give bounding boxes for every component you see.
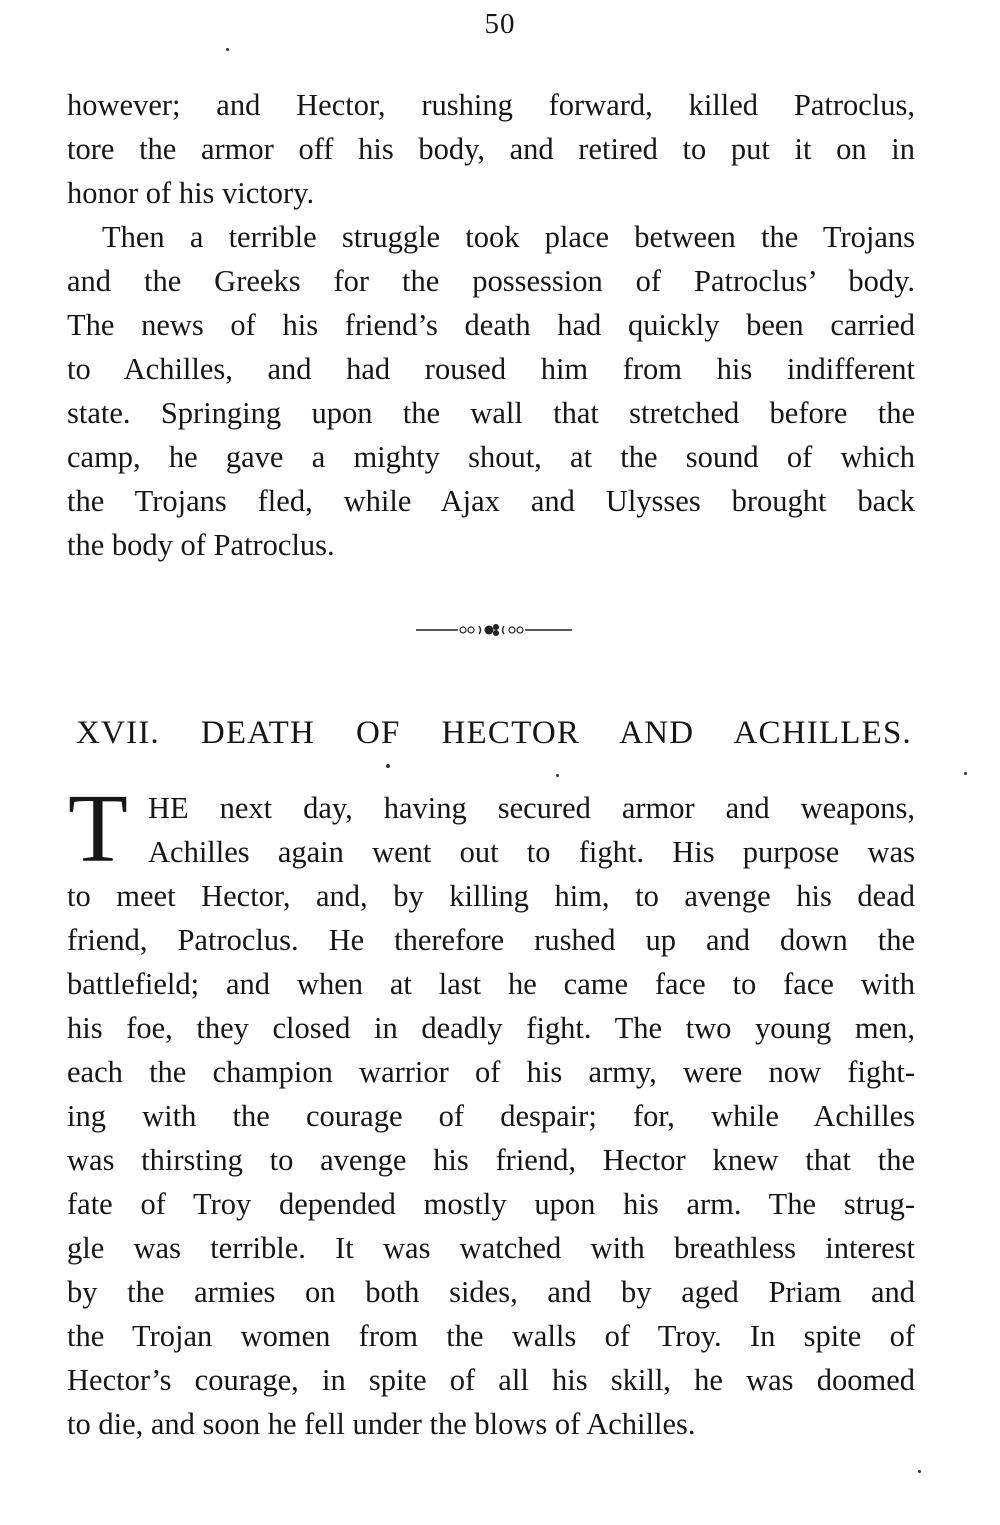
chapter-heading: XVII. DEATH OF HECTOR AND ACHILLES. <box>76 715 912 751</box>
text-line: Achilles again went out to fight. His purpose was <box>148 835 915 869</box>
text-line: friend, Patroclus. He therefore rushed up and down the <box>67 923 915 957</box>
text-line: fate of Troy depended mostly upon his arm. The strug- <box>67 1187 915 1221</box>
scan-speck <box>918 1470 921 1473</box>
text-line: The news of his friend’s death had quickly been carried <box>67 308 915 342</box>
text-line: the Trojans fled, while Ajax and Ulysses brought back <box>67 484 915 518</box>
text-line: to Achilles, and had roused him from his indifferent <box>67 352 915 386</box>
text-line: camp, he gave a mighty shout, at the sound of which <box>67 440 915 474</box>
page-number: 50 <box>484 8 516 40</box>
text-line: to die, and soon he fell under the blows of Achilles. <box>67 1407 696 1441</box>
text-line: however; and Hector, rushing forward, killed Patroclus, <box>67 88 915 122</box>
ornament-divider <box>416 620 576 640</box>
text-line: Then a terrible struggle took place between the Trojans <box>102 220 915 254</box>
text-line: by the armies on both sides, and by aged Priam and <box>67 1275 915 1309</box>
text-line: honor of his victory. <box>67 176 315 210</box>
scan-speck <box>386 764 390 768</box>
text-line: Hector’s courage, in spite of all his skill, he was doomed <box>67 1363 915 1397</box>
text-line: each the champion warrior of his army, were now fight- <box>67 1055 915 1089</box>
text-line: to meet Hector, and, by killing him, to avenge his dead <box>67 879 915 913</box>
scan-speck <box>556 774 559 777</box>
text-line: gle was terrible. It was watched with breathless interest <box>67 1231 915 1265</box>
text-line: and the Greeks for the possession of Patroclus’ body. <box>67 264 915 298</box>
text-line: tore the armor off his body, and retired to put it on in <box>67 132 915 166</box>
text-line: ing with the courage of despair; for, while Achilles <box>67 1099 915 1133</box>
text-line: his foe, they closed in deadly fight. The two young men, <box>67 1011 915 1045</box>
scan-speck <box>226 48 229 51</box>
text-line: the body of Patroclus. <box>67 528 335 562</box>
scan-speck <box>964 772 967 775</box>
text-line: the Trojan women from the walls of Troy. In spite of <box>67 1319 915 1353</box>
text-line: was thirsting to avenge his friend, Hector knew that the <box>67 1143 915 1177</box>
text-line: state. Springing upon the wall that stretched before the <box>67 396 915 430</box>
text-line: battlefield; and when at last he came face to face with <box>67 967 915 1001</box>
text-line: HE next day, having secured armor and weapons, <box>148 791 915 825</box>
drop-cap: T <box>68 775 128 883</box>
